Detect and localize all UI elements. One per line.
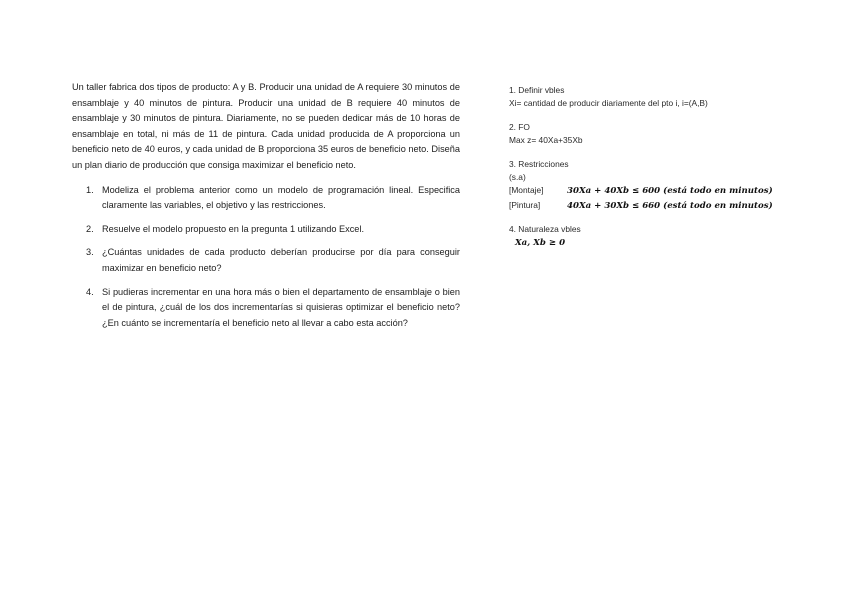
section-nonnegativity: [509, 223, 809, 250]
variables-definition: Xi= cantidad de producir diariamente del pto i, i=(A,B): [509, 98, 708, 109]
section-objective: [509, 121, 809, 148]
question-number: 3.: [86, 247, 94, 258]
question-item: [72, 285, 460, 332]
question-number: 4.: [86, 286, 94, 297]
section-title: 3. Restricciones: [509, 158, 569, 169]
question-number: 2.: [86, 223, 94, 234]
solution-notes: [509, 84, 809, 260]
constraint-montaje: [509, 184, 809, 198]
constraint-tag: [Pintura]: [509, 199, 541, 210]
question-text: Modeliza el problema anterior como un modelo de programación lineal. Especifica claramente las variables, el objetivo y las restricciones.: [102, 184, 460, 211]
question-number: 1.: [86, 184, 94, 195]
section-title: 4. Naturaleza vbles: [509, 224, 581, 235]
constraint-tag: [Montaje]: [509, 185, 544, 196]
question-item: [72, 183, 460, 214]
question-list: [72, 183, 460, 332]
section-variables: [509, 84, 809, 111]
question-item: [72, 222, 460, 238]
constraint-pintura: [509, 199, 809, 213]
nonnegativity-expression: Xa, Xb ≥ 0: [515, 237, 566, 248]
problem-intro: Un taller fabrica dos tipos de producto: A y B. Producir una unidad de A requiere 30 minutos de ensamblaje y 40 minutos de pintura. Producir una unidad de B requiere 40 minutos de ensamblaje y 30 minutos de pintura. Diariamente, no se pueden dedicar más de 10 horas de ensamblaje en total, ni más de 11 de pintura. Cada unidad producida de A proporciona un beneficio neto de 40 euros, y cada unidad de B proporciona 35 euros de beneficio neto. Diseña un plan diario de producción que consiga maximizar el beneficio neto.: [72, 82, 460, 170]
subject-to-label: (s.a): [509, 172, 526, 183]
question-text: Resuelve el modelo propuesto en la pregunta 1 utilizando Excel.: [102, 223, 365, 234]
section-title: 2. FO: [509, 121, 530, 132]
problem-statement: [72, 80, 460, 339]
objective-function: Max z= 40Xa+35Xb: [509, 135, 583, 146]
section-title: 1. Definir vbles: [509, 85, 565, 95]
question-item: [72, 245, 460, 276]
question-text: Si pudieras incrementar en una hora más o bien el departamento de ensamblaje o bien el de pintura, ¿cuál de los dos incrementarías si quisieras optimizar el beneficio neto? ¿En cuánto se incrementaría el beneficio neto al llevar a cabo esta acción?: [102, 286, 460, 328]
constraint-expression: 40Xa + 30Xb ≤ 660 (está todo en minutos): [567, 200, 773, 211]
constraint-expression: 30Xa + 40Xb ≤ 600 (está todo en minutos): [567, 186, 773, 197]
section-constraints: [509, 158, 809, 214]
question-text: ¿Cuántas unidades de cada producto deberían producirse por día para conseguir maximizar en beneficio neto?: [102, 247, 460, 273]
